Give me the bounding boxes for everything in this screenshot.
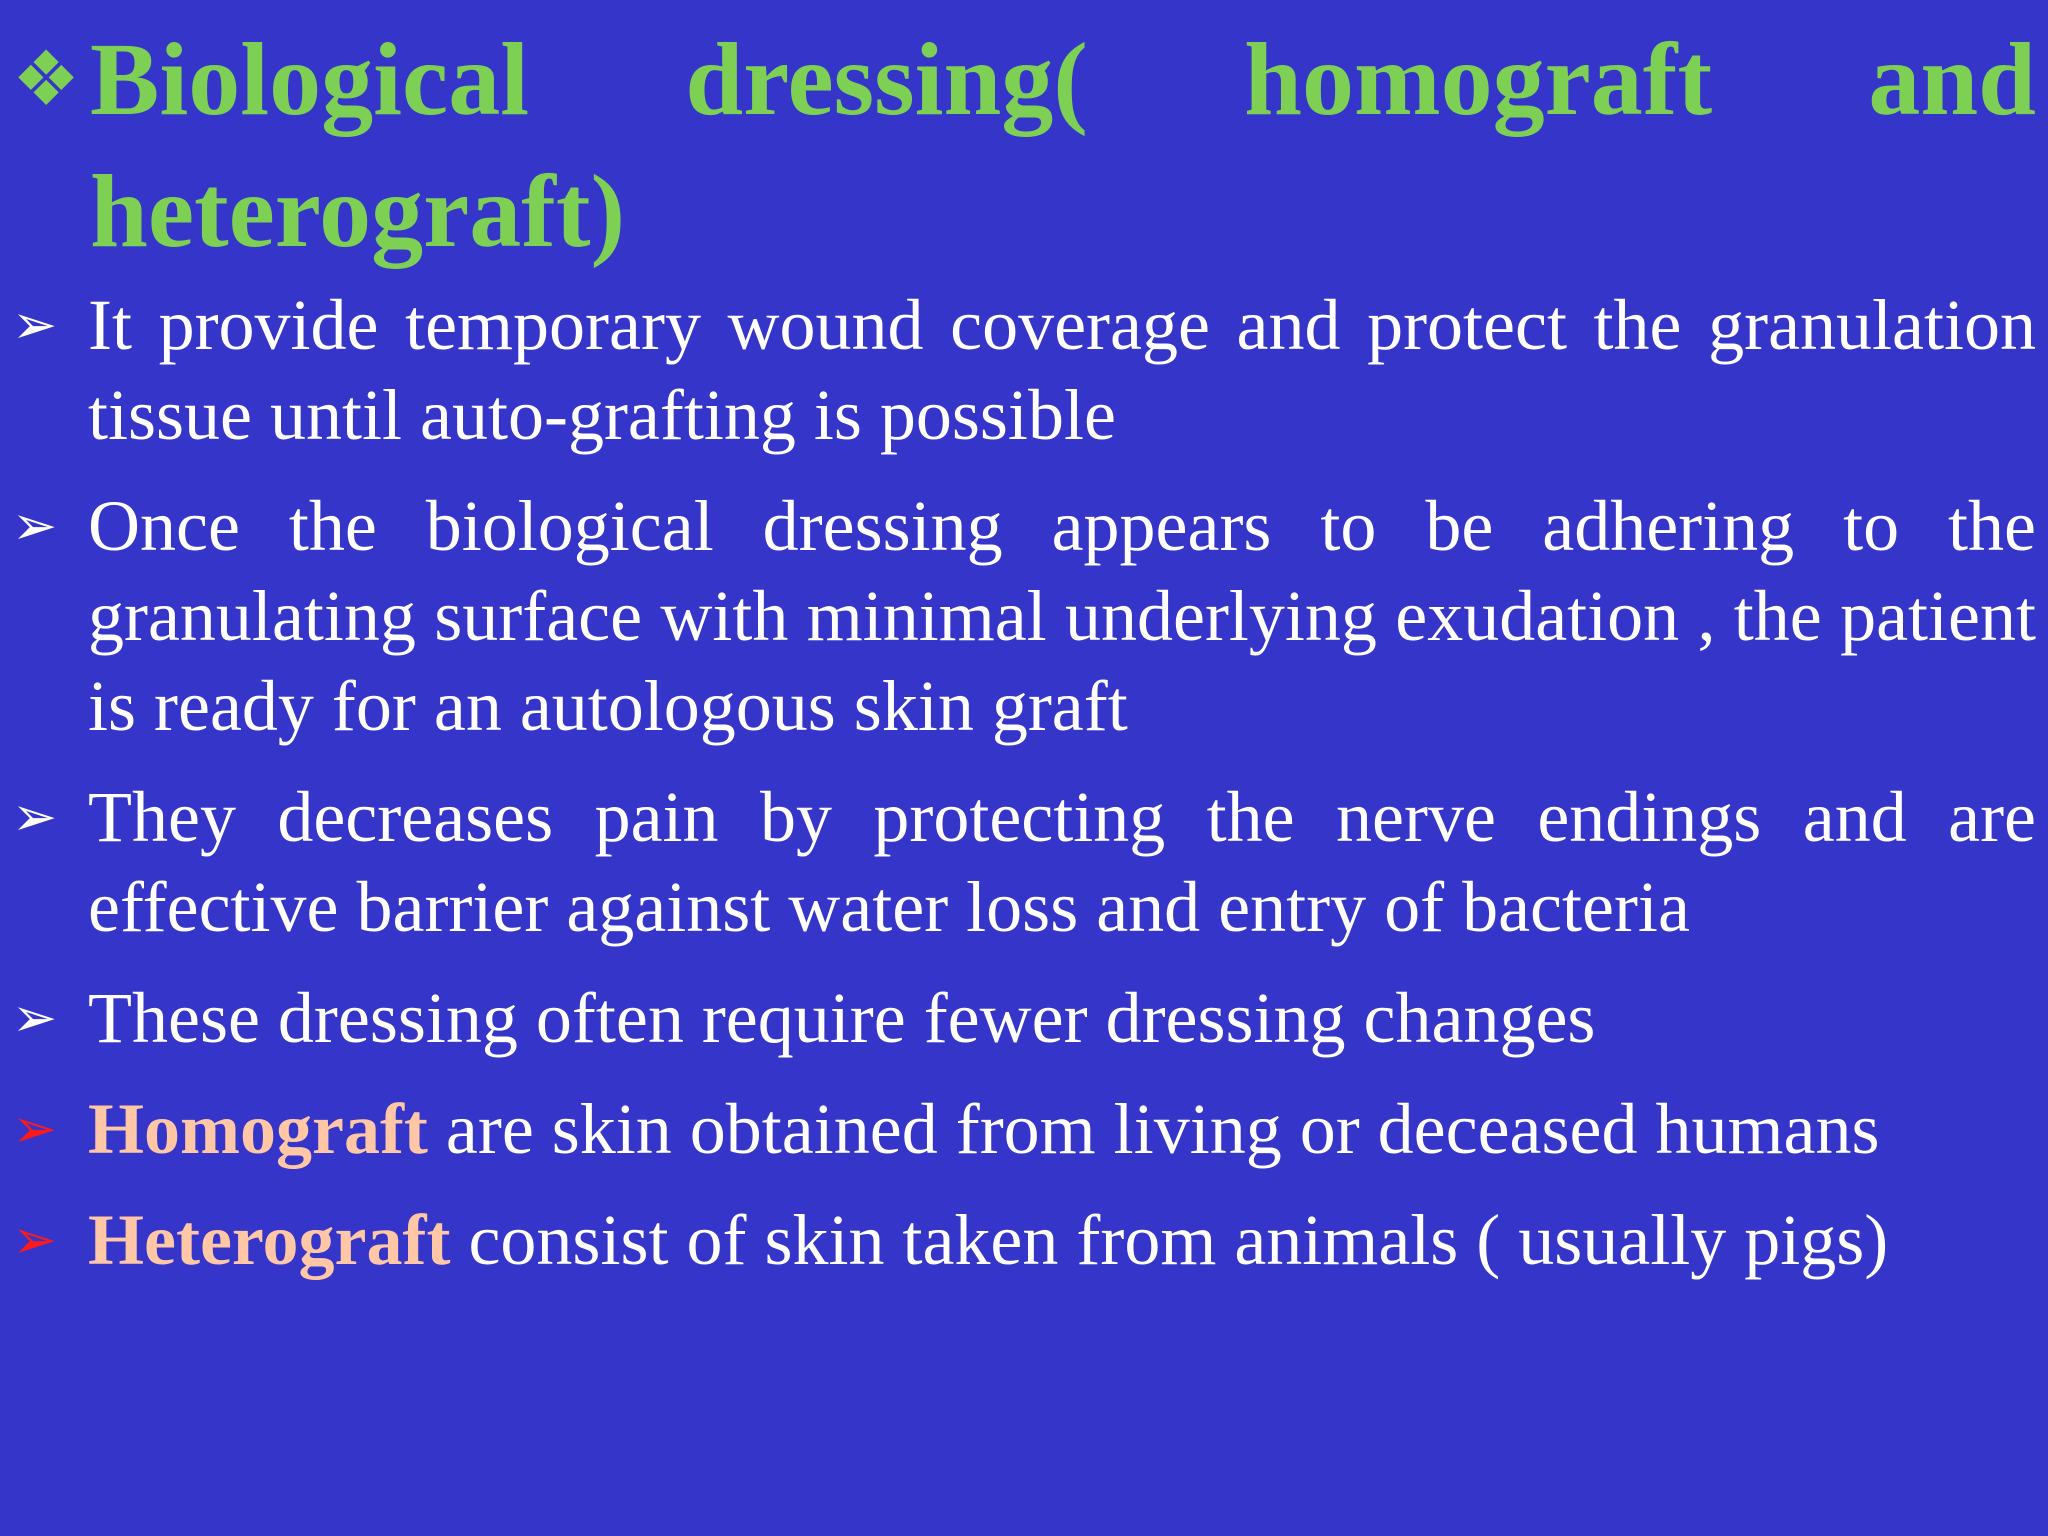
bullet-item-heterograft (12, 1195, 2036, 1285)
bullet-text: Once the biological dressing appears to be adhering to the granulating surface with minimal underlying exudation , the patient is ready for an autologous skin graft (88, 486, 2036, 746)
slide-title-text: Biological dressing( homograft and heterograft) (90, 22, 2036, 269)
bullet-text: are skin obtained from living or deceased humans (427, 1089, 1880, 1169)
arrow-bullet-icon: ➢ (12, 986, 58, 1049)
bullet-text: consist of skin taken from animals ( usually pigs) (450, 1200, 1889, 1280)
bullet-text: They decreases pain by protecting the nerve endings and are effective barrier against water loss and entry of bacteria (88, 777, 2036, 947)
arrow-bullet-icon: ➢ (12, 293, 58, 356)
bullet-item (12, 973, 2036, 1063)
red-arrow-bullet-icon: ➢ (12, 1097, 58, 1160)
bullet-item (12, 280, 2036, 460)
term-homograft: Homograft (88, 1089, 428, 1169)
bullet-item (12, 772, 2036, 952)
bullet-item-homograft (12, 1084, 2036, 1174)
diamond-bullet-icon: ❖ (12, 38, 81, 122)
slide-title (12, 14, 2036, 278)
red-arrow-bullet-icon: ➢ (12, 1208, 58, 1271)
term-heterograft: Heterograft (88, 1200, 451, 1280)
arrow-bullet-icon: ➢ (12, 785, 58, 848)
bullet-text: It provide temporary wound coverage and protect the granulation tissue until auto-grafting is possible (88, 285, 2036, 455)
arrow-bullet-icon: ➢ (12, 494, 58, 557)
bullet-text: These dressing often require fewer dressing changes (88, 978, 1596, 1058)
bullet-item (12, 481, 2036, 751)
